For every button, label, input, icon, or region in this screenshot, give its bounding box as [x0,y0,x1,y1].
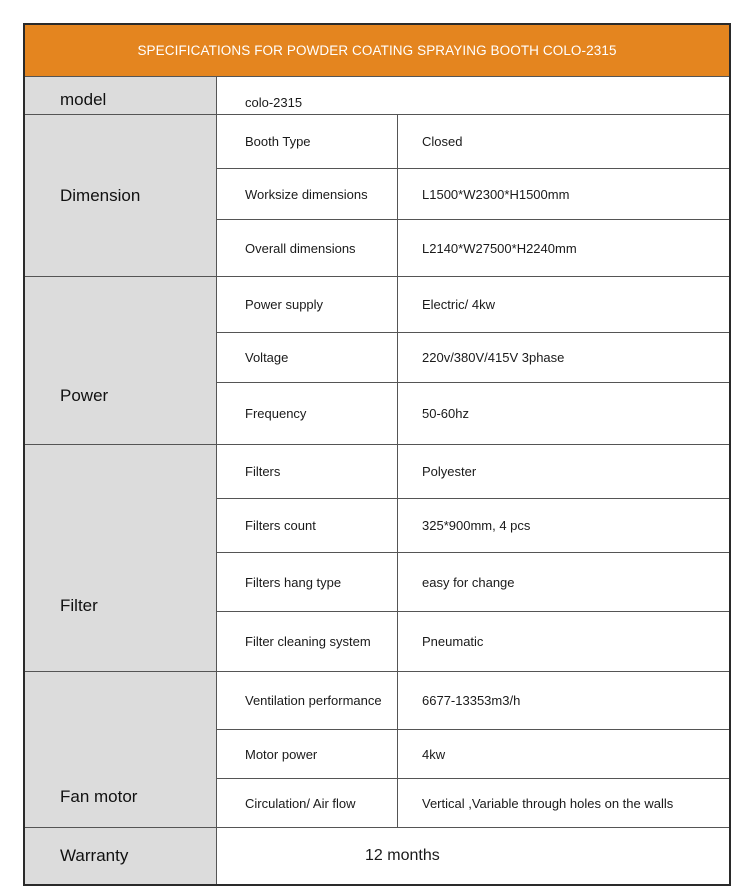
model-value: colo-2315 [245,95,303,110]
group-rows-fan-motor [217,672,729,827]
spec-value: 6677-13353m3/h [422,693,521,708]
spec-value: L2140*W27500*H2240mm [422,240,577,256]
warranty-value: 12 months [365,847,440,864]
group-rows-filter [217,445,729,671]
spec-value: Vertical ,Variable through holes on the walls [422,795,674,811]
group-label-dimension: Dimension [25,115,217,276]
spec-key: Ventilation performance [217,672,398,729]
model-row [25,77,729,115]
table-row [217,779,729,827]
group-dimension [25,115,729,277]
spec-value: Pneumatic [422,634,484,649]
model-label: model [25,77,217,114]
spec-value: 325*900mm, 4 pcs [422,518,531,533]
spec-key: Filters [217,445,398,498]
warranty-label: Warranty [25,828,217,884]
spec-value: L1500*W2300*H1500mm [422,186,570,202]
spec-key: Filter cleaning system [217,612,398,671]
group-label-power: Power [25,277,217,444]
group-rows-power [217,277,729,444]
group-rows-dimension [217,115,729,276]
group-fan-motor [25,672,729,828]
spec-value: Polyester [422,464,477,479]
group-label-filter: Filter [25,445,217,671]
spec-value: 220v/380V/415V 3phase [422,350,565,365]
spec-key: Power supply [217,277,398,332]
group-filter [25,445,729,672]
table-row [217,169,729,220]
spec-key: Filters count [217,499,398,552]
warranty-row [25,828,729,884]
table-row [217,553,729,612]
table-row [217,383,729,444]
spec-key: Worksize dimensions [217,169,398,219]
table-row [217,277,729,333]
spec-key: Booth Type [217,115,398,168]
spec-value: Electric/ 4kw [422,297,495,312]
spec-table [23,23,731,886]
spec-key: Motor power [217,730,398,778]
group-label-fan-motor: Fan motor [25,672,217,827]
table-row [217,672,729,730]
table-row [217,730,729,779]
table-row [217,333,729,383]
spec-value: easy for change [422,574,515,590]
spec-value: 4kw [422,746,446,762]
spec-key: Filters hang type [217,553,398,611]
table-row [217,445,729,499]
spec-value: Closed [422,134,463,149]
table-row [217,220,729,276]
spec-key: Voltage [217,333,398,382]
table-title: SPECIFICATIONS FOR POWDER COATING SPRAYING BOOTH COLO-2315 [25,25,729,77]
group-power [25,277,729,445]
spec-value: 50-60hz [422,406,469,421]
table-row [217,115,729,169]
table-row [217,499,729,553]
spec-key: Frequency [217,383,398,444]
spec-key: Overall dimensions [217,220,398,276]
spec-key: Circulation/ Air flow [217,779,398,827]
table-row [217,612,729,671]
